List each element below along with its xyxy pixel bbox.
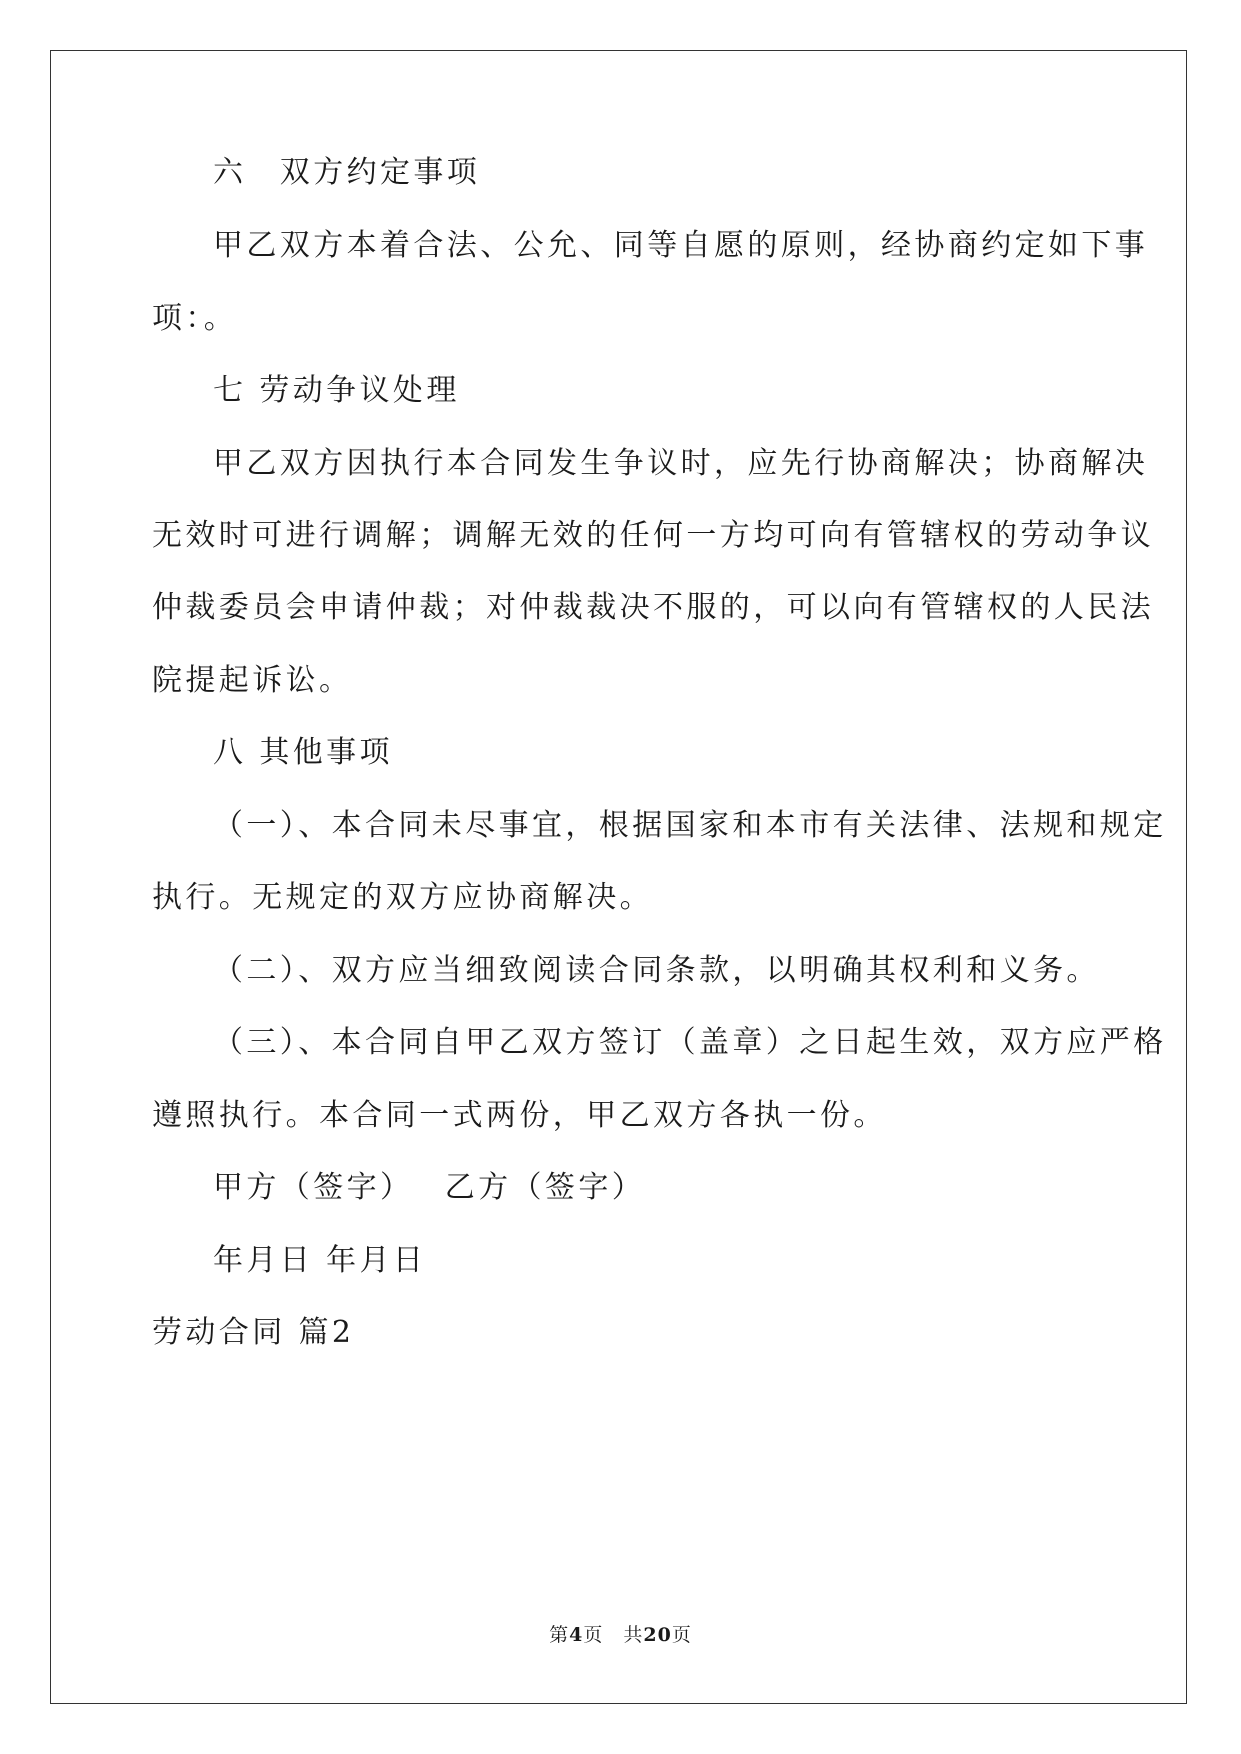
paragraph-line: 无效时可进行调解；调解无效的任何一方均可向有管辖权的劳动争议 (152, 518, 1154, 553)
paragraph-line: 甲乙双方本着合法、公允、同等自愿的原则，经协商约定如下事 (213, 228, 1149, 263)
total-pages: 20 (643, 1624, 672, 1646)
section-heading-8: 八 其他事项 (213, 735, 393, 770)
section-heading-7: 七 劳动争议处理 (213, 373, 460, 408)
total-prefix: 共 (623, 1624, 644, 1646)
paragraph-line: （三）、本合同自甲乙双方签订（盖章）之日起生效，双方应严格 (213, 1025, 1167, 1060)
paragraph-line: 遵照执行。本合同一式两份，甲乙双方各执一份。 (152, 1098, 887, 1133)
paragraph-line: （二）、双方应当细致阅读合同条款，以明确其权利和义务。 (213, 953, 1100, 988)
paragraph-line: 执行。无规定的双方应协商解决。 (152, 880, 653, 915)
page-footer (0, 1622, 1241, 1648)
page-suffix: 页 (583, 1624, 604, 1646)
page-prefix: 第 (549, 1624, 570, 1646)
section-heading-6: 六 双方约定事项 (213, 155, 481, 190)
paragraph-line: 甲乙双方因执行本合同发生争议时，应先行协商解决；协商解决 (213, 446, 1149, 481)
signature-line: 甲方（签字） 乙方（签字） (213, 1170, 646, 1205)
paragraph-line: 项：。 (152, 301, 238, 336)
page-number: 4 (569, 1624, 584, 1646)
paragraph-line: （一）、本合同未尽事宜，根据国家和本市有关法律、法规和规定 (213, 808, 1167, 843)
paragraph-line: 仲裁委员会申请仲裁；对仲裁裁决不服的，可以向有管辖权的人民法 (152, 590, 1154, 625)
paragraph-line: 院提起诉讼。 (152, 663, 353, 698)
total-suffix: 页 (671, 1624, 692, 1646)
contract-heading: 劳动合同 篇2 (152, 1315, 355, 1350)
date-line: 年月日 年月日 (213, 1243, 427, 1278)
